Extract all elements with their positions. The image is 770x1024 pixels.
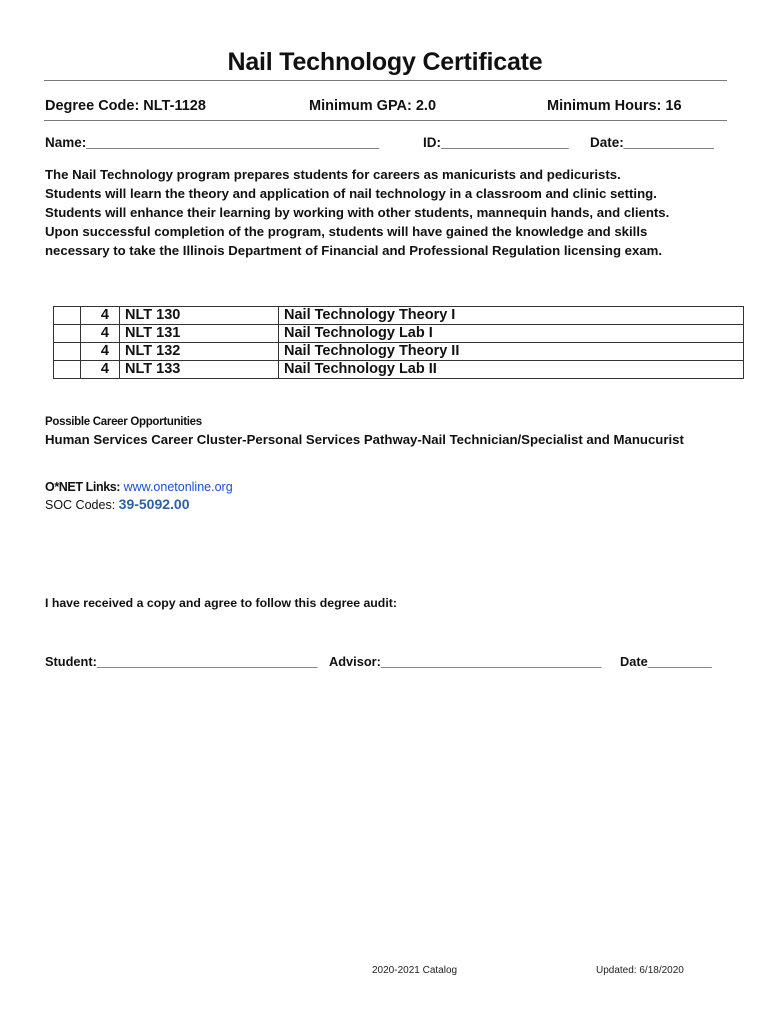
career-text: Human Services Career Cluster-Personal Services Pathway-Nail Technician/Specialist and Manucurist [45,432,684,447]
course-blank-cell [54,325,81,343]
student-signature-line: Student:_______________________________ [45,654,318,669]
updated-date: Updated: 6/18/2020 [596,965,684,976]
header-divider [44,120,727,121]
signature-date-line: Date_________ [620,654,712,669]
course-code: NLT 131 [120,325,279,343]
course-hours: 4 [81,307,120,325]
course-hours: 4 [81,343,120,361]
onet-label: O*NET Links: [45,480,121,494]
page-title: Nail Technology Certificate [227,48,543,76]
course-name: Nail Technology Lab II [279,361,744,379]
course-code: NLT 130 [120,307,279,325]
course-code: NLT 133 [120,361,279,379]
id-field: ID:_________________ [423,135,569,150]
course-row [54,307,744,325]
onet-links [45,480,233,494]
soc-label: SOC Codes: [45,498,116,512]
course-blank-cell [54,307,81,325]
soc-codes [45,496,190,512]
catalog-year: 2020-2021 Catalog [372,965,458,976]
course-row [54,361,744,379]
advisor-signature-line: Advisor:_______________________________ [329,654,602,669]
course-blank-cell [54,361,81,379]
soc-code: 39-5092.00 [118,496,190,512]
course-blank-cell [54,343,81,361]
course-hours: 4 [81,361,120,379]
course-table [53,306,744,379]
date-field: Date:____________ [590,135,714,150]
degree-code: Degree Code: NLT-1128 [45,98,206,114]
course-code: NLT 132 [120,343,279,361]
title-divider [44,80,727,81]
onet-link[interactable]: www.onetonline.org [123,480,233,494]
minimum-gpa: Minimum GPA: 2.0 [309,98,437,114]
course-hours: 4 [81,325,120,343]
career-heading: Possible Career Opportunities [45,416,202,428]
course-name: Nail Technology Theory II [279,343,744,361]
minimum-hours: Minimum Hours: 16 [547,98,682,114]
course-name: Nail Technology Theory I [279,307,744,325]
course-row [54,343,744,361]
agreement-statement: I have received a copy and agree to follow this degree audit: [45,596,397,610]
name-field: Name:_______________________________________ [45,135,380,150]
course-name: Nail Technology Lab I [279,325,744,343]
course-row [54,325,744,343]
program-description: The Nail Technology program prepares students for careers as manicurists and pedicurists. Students will learn the theory and application of nail technology in a classroom and clinic setting. Students will enhance their learning by working with other students, mannequin hands, and clients. Upon successful completion of the program, students will have gained the knowledge and skills necessary to take the Illinois Department of Financial and Professional Regulation licensing exam. [45,167,670,258]
